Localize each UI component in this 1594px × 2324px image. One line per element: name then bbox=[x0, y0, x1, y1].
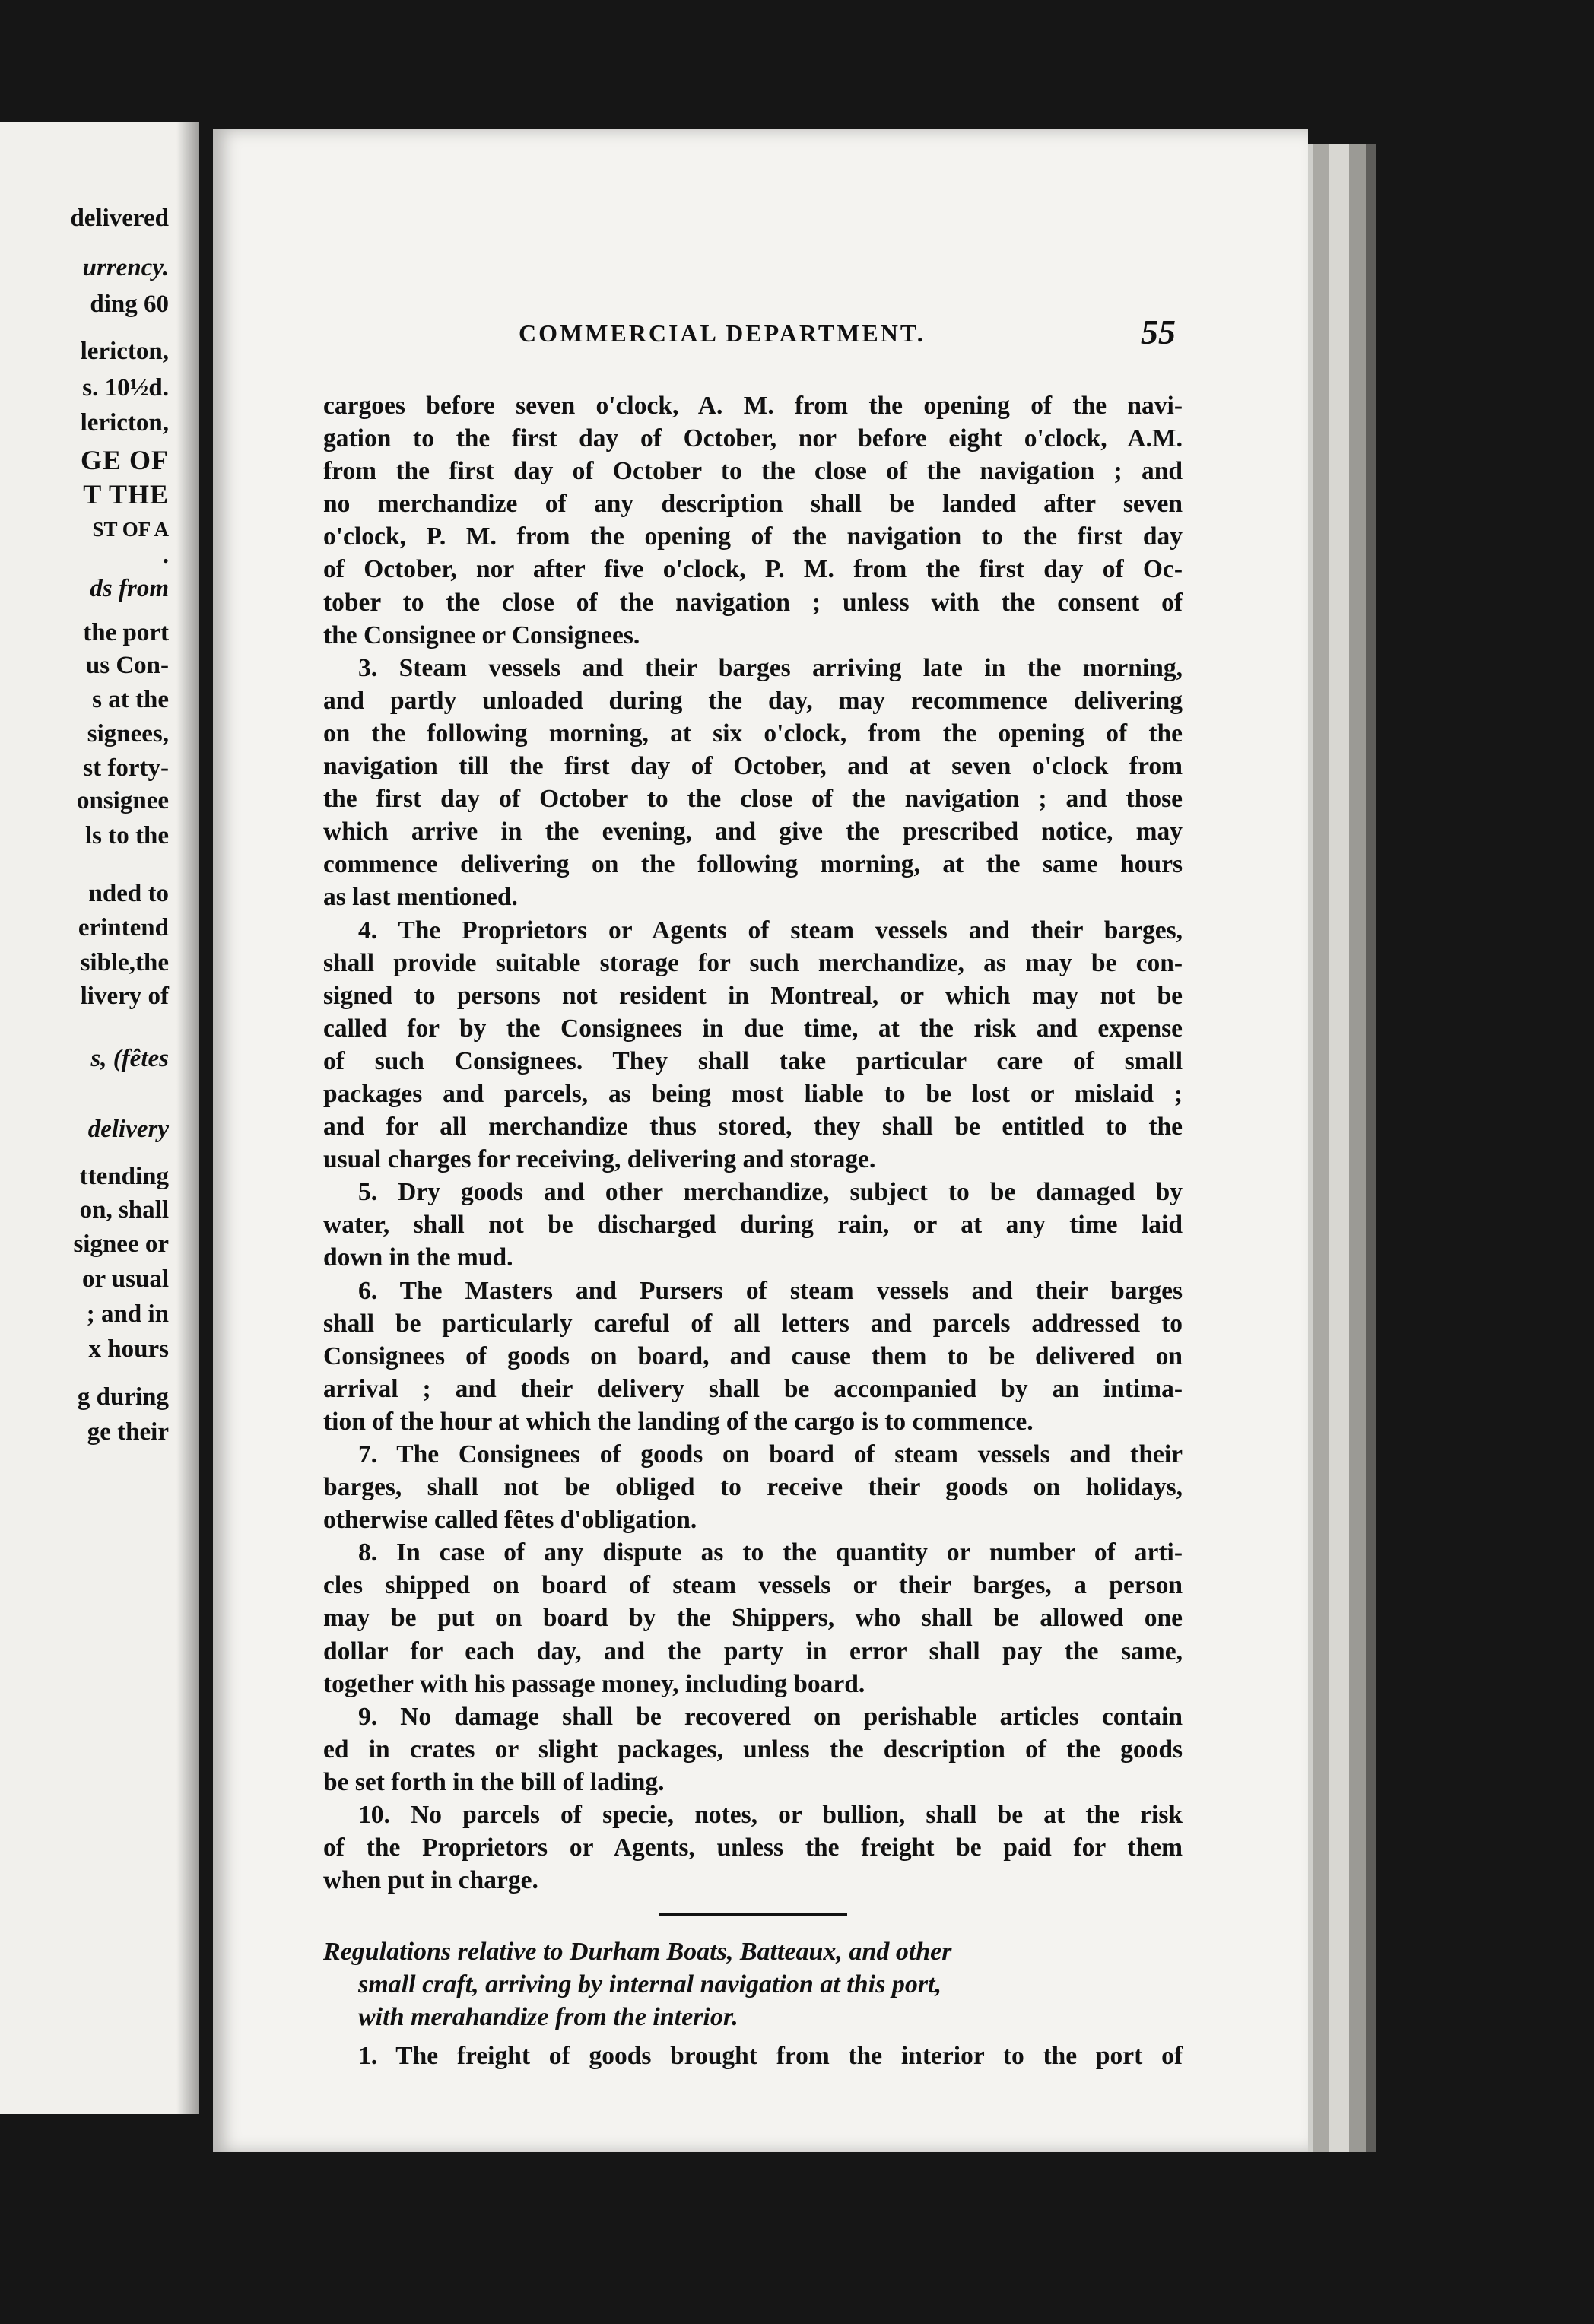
text-line: be set forth in the bill of lading. bbox=[323, 1767, 665, 1796]
page-edge-stack bbox=[1313, 144, 1329, 2152]
left-page-fragment: x hours bbox=[88, 1335, 169, 1363]
left-page-fragment: onsignee bbox=[76, 787, 169, 814]
left-page-fragment: . bbox=[162, 541, 169, 569]
left-page-fragment: signee or bbox=[73, 1230, 169, 1258]
left-page-fragment: nded to bbox=[88, 880, 169, 907]
left-page-fragment: T THE bbox=[83, 479, 169, 510]
left-page-fragment: the port bbox=[83, 619, 169, 646]
left-page-fragment: GE OF bbox=[80, 445, 169, 475]
text-line: and for all merchandize thus stored, they shall be entitled to the bbox=[323, 1113, 1183, 1141]
left-gutter-shadow bbox=[176, 122, 199, 2114]
text-line: and partly unloaded during the day, may recommence delivering bbox=[323, 686, 1183, 715]
text-line: cargoes before seven o'clock, A. M. from the opening of the navi- bbox=[323, 392, 1183, 420]
text-line: may be put on board by the Shippers, who shall be allowed one bbox=[323, 1604, 1183, 1633]
section-heading-line-3: with merahandize from the interior. bbox=[358, 2003, 738, 2032]
page-number: 55 bbox=[1141, 313, 1176, 351]
text-line: 10. No parcels of specie, notes, or bullion, shall be at the risk bbox=[358, 1801, 1183, 1830]
left-page-fragment: ST OF A bbox=[92, 518, 169, 541]
left-page-fragment: g during bbox=[77, 1383, 169, 1411]
left-page-fragment: us Con- bbox=[85, 652, 169, 679]
text-line: o'clock, P. M. from the opening of the navigation to the first day bbox=[323, 522, 1183, 551]
text-line: as last mentioned. bbox=[323, 883, 518, 912]
left-page-fragment: delivered bbox=[70, 205, 169, 232]
text-line: of October, nor after five o'clock, P. M. from the first day of Oc- bbox=[323, 555, 1183, 584]
left-page-fragment: on, shall bbox=[79, 1196, 169, 1224]
text-line: usual charges for receiving, delivering and storage. bbox=[323, 1145, 876, 1174]
text-line: 7. The Consignees of goods on board of steam vessels and their bbox=[358, 1440, 1183, 1468]
left-page-fragment: urrency. bbox=[82, 254, 169, 281]
left-page-fragment: ding 60 bbox=[90, 290, 169, 318]
left-page-fragment: ttending bbox=[79, 1163, 169, 1190]
left-page-fragment: livery of bbox=[80, 983, 169, 1010]
text-line: when put in charge. bbox=[323, 1866, 538, 1895]
text-line: tion of the hour at which the landing of the cargo is to commence. bbox=[323, 1407, 1034, 1436]
text-line: commence delivering on the following morning, at the same hours bbox=[323, 850, 1183, 879]
text-line: signed to persons not resident in Montreal, or which may not be bbox=[323, 981, 1183, 1010]
left-page-fragment: st forty- bbox=[83, 754, 169, 782]
page-edge-stack bbox=[1349, 144, 1366, 2152]
text-line: called for by the Consignees in due time, at the risk and expense bbox=[323, 1014, 1183, 1043]
text-line: from the first day of October to the close of the navigation ; and bbox=[323, 457, 1183, 486]
left-page-fragment: ls to the bbox=[85, 822, 169, 849]
text-line: which arrive in the evening, and give the prescribed notice, may bbox=[323, 818, 1183, 846]
text-line: barges, shall not be obliged to receive their goods on holidays, bbox=[323, 1473, 1183, 1502]
page-edge-stack bbox=[1366, 144, 1376, 2152]
regulation-paragraph-start: 1. The freight of goods brought from the interior to the port of bbox=[358, 2042, 1183, 2071]
left-facing-page bbox=[0, 122, 199, 2114]
text-line: 8. In case of any dispute as to the quantity or number of arti- bbox=[358, 1538, 1183, 1567]
text-line: cles shipped on board of steam vessels or their barges, a person bbox=[323, 1571, 1183, 1600]
text-line: 4. The Proprietors or Agents of steam vessels and their barges, bbox=[358, 916, 1183, 945]
left-page-fragment: s at the bbox=[92, 686, 169, 713]
left-page-fragment: or usual bbox=[81, 1265, 169, 1293]
text-line: dollar for each day, and the party in error shall pay the same, bbox=[323, 1637, 1183, 1665]
left-page-fragment: erintend bbox=[78, 914, 169, 941]
text-line: down in the mud. bbox=[323, 1243, 513, 1272]
text-line: together with his passage money, including board. bbox=[323, 1669, 865, 1698]
left-page-fragment: delivery bbox=[87, 1116, 169, 1143]
left-page-fragment: lericton, bbox=[80, 409, 169, 437]
text-line: shall provide suitable storage for such merchandize, as may be con- bbox=[323, 948, 1183, 977]
section-heading bbox=[323, 1935, 1183, 2034]
left-page-fragment: s, (fêtes bbox=[90, 1045, 169, 1072]
text-line: of the Proprietors or Agents, unless the freight be paid for them bbox=[323, 1833, 1183, 1862]
text-line: tober to the close of the navigation ; unless with the consent of bbox=[323, 588, 1183, 617]
text-line: shall be particularly careful of all letters and parcels addressed to bbox=[323, 1309, 1183, 1338]
left-page-fragment: ; and in bbox=[86, 1300, 169, 1328]
text-line: of such Consignees. They shall take particular care of small bbox=[323, 1046, 1183, 1075]
text-line: otherwise called fêtes d'obligation. bbox=[323, 1506, 697, 1535]
text-line: gation to the first day of October, nor before eight o'clock, A.M. bbox=[323, 424, 1183, 453]
text-line: navigation till the first day of October, and at seven o'clock from bbox=[323, 752, 1183, 781]
text-line: the Consignee or Consignees. bbox=[323, 621, 640, 649]
text-line: the first day of October to the close of the navigation ; and those bbox=[323, 785, 1183, 814]
regulation-paragraphs bbox=[323, 389, 1183, 1897]
text-line: 9. No damage shall be recovered on perishable articles contain bbox=[358, 1702, 1183, 1731]
text-line: arrival ; and their delivery shall be accompanied by an intima- bbox=[323, 1374, 1183, 1403]
left-page-fragment: s. 10½d. bbox=[82, 374, 169, 402]
text-line: water, shall not be discharged during rain, or at any time laid bbox=[323, 1211, 1183, 1240]
left-page-fragment: signees, bbox=[87, 720, 169, 748]
page-edge-stack bbox=[1329, 144, 1349, 2152]
text-line: 6. The Masters and Pursers of steam vessels and their barges bbox=[358, 1276, 1183, 1305]
page-body bbox=[323, 389, 1183, 2072]
section-heading-line-2: small craft, arriving by internal navigation at this port, bbox=[358, 1970, 941, 1999]
section-divider-rule bbox=[659, 1913, 847, 1916]
text-line: 5. Dry goods and other merchandize, subject to be damaged by bbox=[358, 1178, 1183, 1207]
left-page-fragment: ge their bbox=[87, 1418, 169, 1446]
section-heading-line-1: Regulations relative to Durham Boats, Batteaux, and other bbox=[323, 1938, 952, 1967]
left-page-fragment: sible,the bbox=[80, 949, 169, 976]
left-page-fragment: ds from bbox=[90, 575, 169, 602]
text-line: packages and parcels, as being most liable to be lost or mislaid ; bbox=[323, 1079, 1183, 1108]
left-page-fragment: lericton, bbox=[80, 338, 169, 365]
text-line: ed in crates or slight packages, unless the description of the goods bbox=[323, 1735, 1183, 1764]
running-title: COMMERCIAL DEPARTMENT. bbox=[519, 319, 926, 347]
text-line: Consignees of goods on board, and cause them to be delivered on bbox=[323, 1341, 1183, 1370]
text-line: on the following morning, at six o'clock, from the opening of the bbox=[323, 719, 1183, 748]
text-line: no merchandize of any description shall be landed after seven bbox=[323, 490, 1183, 519]
text-line: 3. Steam vessels and their barges arriving late in the morning, bbox=[358, 653, 1183, 682]
